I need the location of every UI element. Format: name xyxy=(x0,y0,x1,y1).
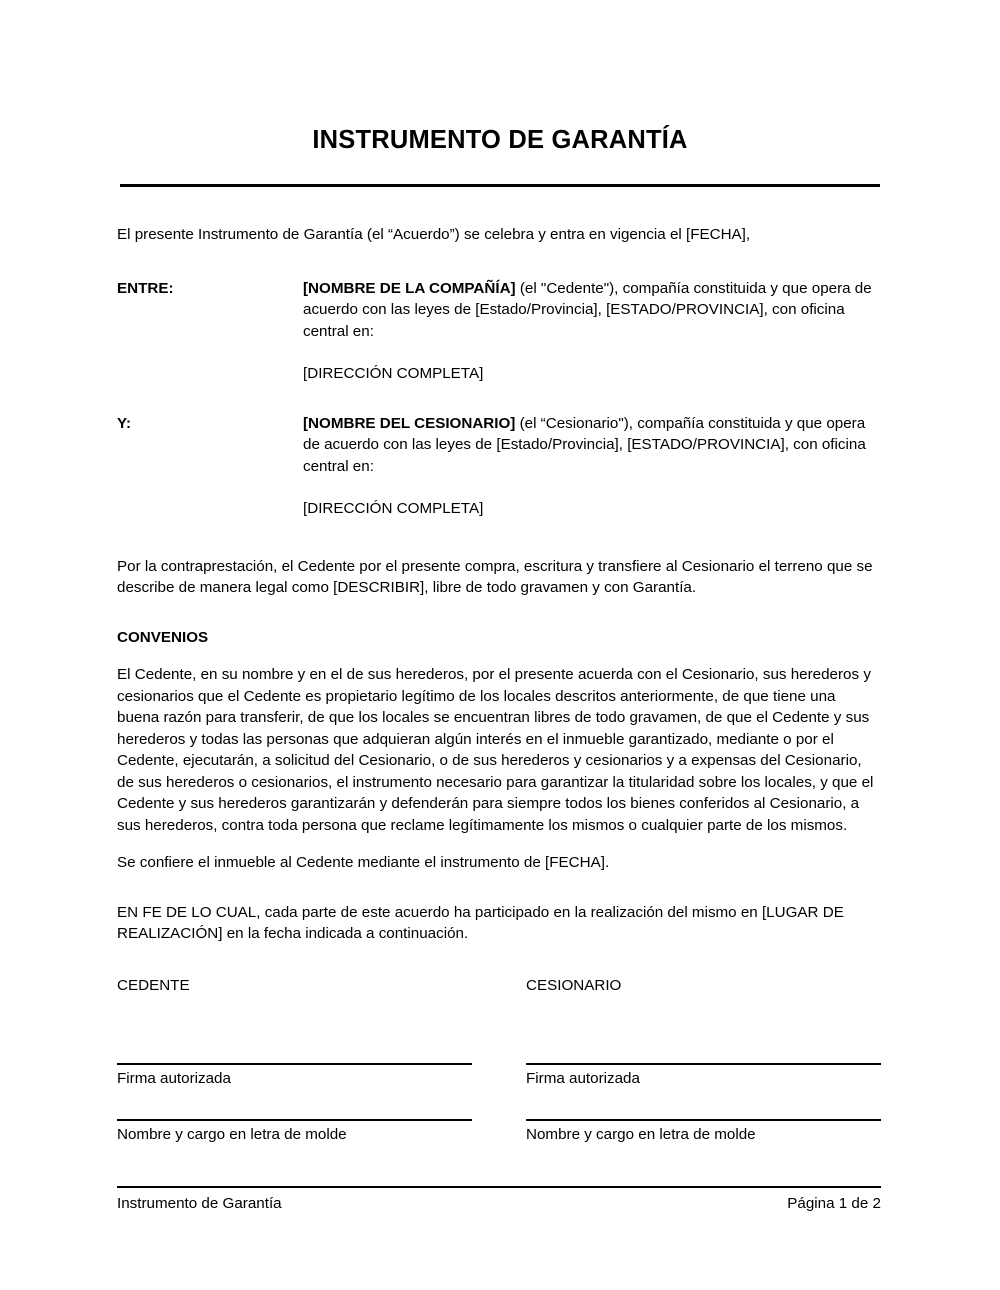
signature-field-right[interactable] xyxy=(526,1063,881,1090)
party-label-entre: ENTRE: xyxy=(117,279,174,297)
party-description-cedente: (el "Cedente"), compañía constituida y que opera de acuerdo con las leyes de [Estado/Provincia], [ESTADO/PROVINCIA], con oficina central en: xyxy=(303,279,872,340)
signature-field-left[interactable] xyxy=(117,1063,472,1090)
section-heading-convenios: CONVENIOS xyxy=(117,628,209,646)
printed-name-field-left[interactable] xyxy=(117,1119,472,1146)
spacer xyxy=(117,599,881,627)
footer-page-number: Página 1 de 2 xyxy=(787,1195,881,1212)
footer-divider xyxy=(117,1186,881,1188)
printed-name-lines-row xyxy=(117,1119,881,1146)
header-divider xyxy=(120,184,880,187)
party-body-cedente xyxy=(303,278,881,385)
spacer xyxy=(117,1089,881,1119)
intro-paragraph: El presente Instrumento de Garantía (el “Acuerdo”) se celebra y entra en vigencia el [FECHA], xyxy=(117,226,751,243)
party-address-cesionario: [DIRECCIÓN COMPLETA] xyxy=(303,500,484,517)
party-body-cesionario xyxy=(303,413,881,520)
spacer xyxy=(117,997,881,1063)
signature-role-cedente: CEDENTE xyxy=(117,977,190,994)
spacer xyxy=(117,874,881,902)
document-body xyxy=(117,224,881,945)
witness-paragraph: EN FE DE LO CUAL, cada parte de este acuerdo ha participado en la realización del mismo en [LUGAR DE REALIZACIÓN] en la fecha indicada a continuación. xyxy=(117,903,844,942)
signature-block xyxy=(117,975,881,1146)
signature-column-left xyxy=(117,975,472,997)
printed-name-field-right[interactable] xyxy=(526,1119,881,1146)
page-footer xyxy=(117,1193,881,1215)
spacer xyxy=(117,648,881,664)
covenants-paragraph: El Cedente, en su nombre y en el de sus herederos, por el presente acuerda con el Cesionario, sus herederos y cesionarios que el Cedente es propietario legítimo de los locales descritos anteriormente, de que tiene una buena razón para transferir, de que los locales se encuentran libres de todo gravamen, de que el Cedente y sus herederos y todas las personas que adquieran algún interés en el inmueble garantizado, mediante o por el Cedente, ejecutarán, a solicitud del Cesionario, o de sus herederos y cesionarios y a expensas del Cesionario, de sus herederos o cesionarios, el instrumento necesario para garantizar la titularidad sobre los locales, y que el Cedente y sus herederos garantizarán y defenderán para siempre todos los bienes conferidos al Cesionario, a sus herederos, contra toda persona que reclame legítimamente los mismos o cualquier parte de los mismos. xyxy=(117,666,874,834)
party-address-cedente: [DIRECCIÓN COMPLETA] xyxy=(303,365,484,382)
spacer xyxy=(117,385,881,413)
signature-lines-row xyxy=(117,1063,881,1090)
signature-role-cesionario: CESIONARIO xyxy=(526,977,622,994)
party-name-cedente: [NOMBRE DE LA COMPAÑÍA] xyxy=(303,279,516,297)
printed-name-caption-left: Nombre y cargo en letra de molde xyxy=(117,1126,347,1143)
signature-caption-left: Firma autorizada xyxy=(117,1069,231,1087)
party-block-cedente xyxy=(117,278,881,385)
spacer xyxy=(117,246,881,278)
party-name-cesionario: [NOMBRE DEL CESIONARIO] xyxy=(303,414,516,432)
spacer xyxy=(117,836,881,852)
party-label-y: Y: xyxy=(117,414,132,432)
signature-roles-row xyxy=(117,975,881,997)
spacer xyxy=(117,520,881,556)
conveyance-paragraph: Se confiere el inmueble al Cedente mediante el instrumento de [FECHA]. xyxy=(117,854,610,871)
printed-name-caption-right: Nombre y cargo en letra de molde xyxy=(526,1126,756,1143)
party-description-cesionario: (el “Cesionario"), compañía constituida y que opera de acuerdo con las leyes de [Estado/Provincia], [ESTADO/PROVINCIA], con oficina central en: xyxy=(303,414,866,475)
signature-caption-right: Firma autorizada xyxy=(526,1069,640,1087)
signature-column-right xyxy=(526,975,881,997)
party-block-cesionario xyxy=(117,413,881,520)
footer-document-name: Instrumento de Garantía xyxy=(117,1195,282,1212)
consideration-paragraph: Por la contraprestación, el Cedente por el presente compra, escritura y transfiere al Cesionario el terreno que se describe de manera legal como [DESCRIBIR], libre de todo gravamen y con Garantía. xyxy=(117,557,873,596)
page-title: INSTRUMENTO DE GARANTÍA xyxy=(312,126,688,154)
